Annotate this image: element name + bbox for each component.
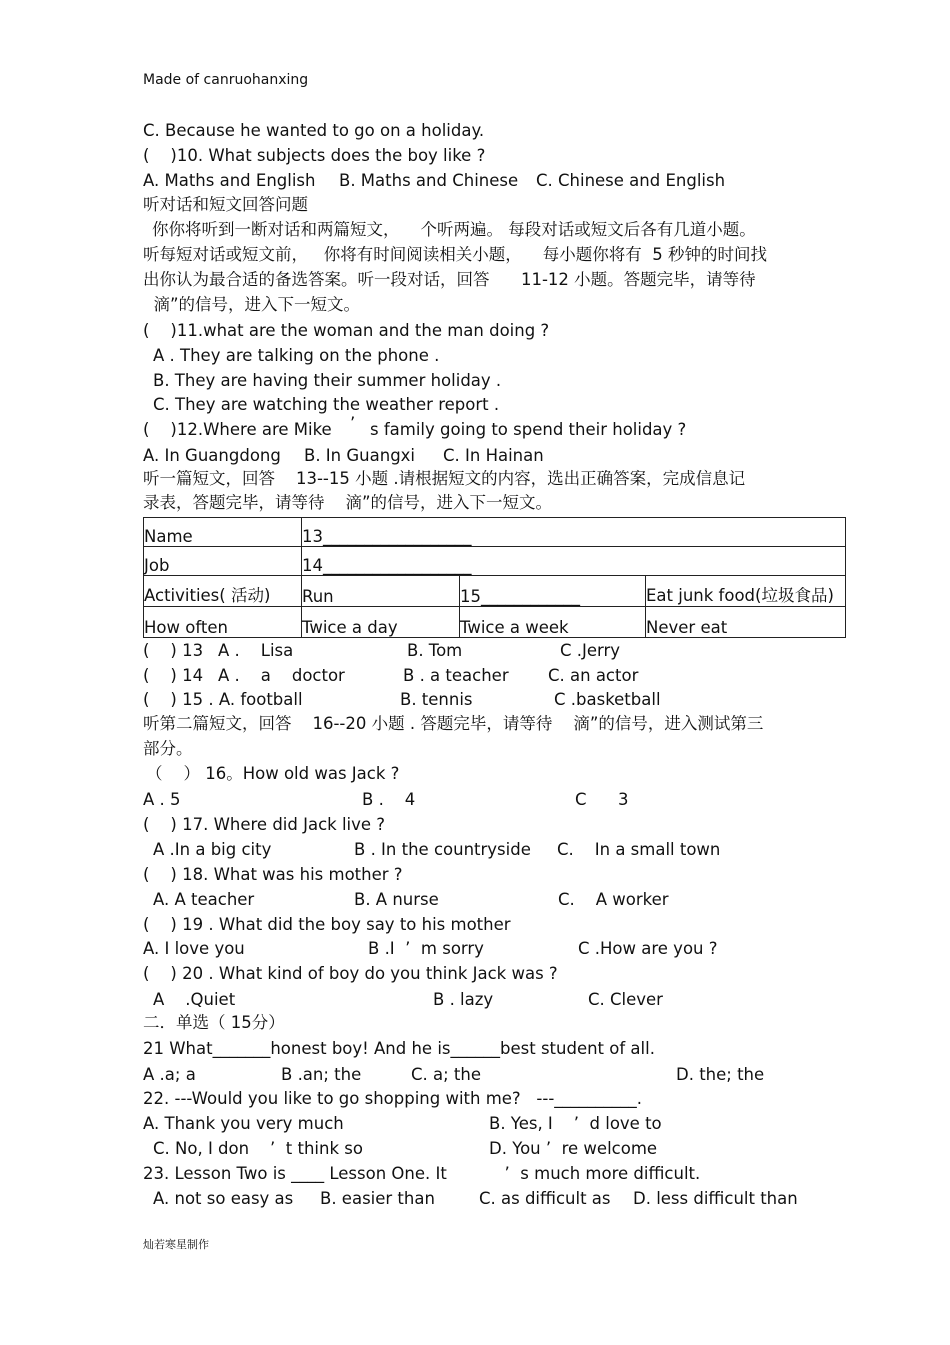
table-cell-answer-14: 14__________________	[302, 547, 846, 576]
q18-option-b: B. A nurse	[354, 890, 439, 909]
info-record-table	[143, 517, 846, 638]
q12-apostrophe: ’	[350, 414, 356, 433]
q12-option-b: B. In Guangxi	[304, 446, 416, 465]
table-cell-answer-15: 15____________	[460, 576, 646, 607]
q23-option-b: B. easier than	[320, 1189, 435, 1208]
q13-option-a: A . Lisa	[218, 641, 294, 660]
q23-option-d: D. less difficult than	[633, 1189, 798, 1208]
q14-option-c: C. an actor	[548, 666, 639, 685]
q13-stem: ( ) 13	[143, 641, 204, 660]
q23-stem: 23. Lesson Two is ____ Lesson One. It ’ s much more difficult.	[143, 1164, 701, 1183]
q18-option-a: A. A teacher	[153, 890, 255, 909]
q11-option-c: C. They are watching the weather report .	[153, 395, 500, 414]
section-heading-single-choice: 二．单选（ 15分）	[143, 1013, 285, 1032]
q17-option-b: B . In the countryside	[354, 840, 531, 859]
q22-option-d: D. You ’ re welcome	[489, 1139, 658, 1158]
table-cell-label: Job	[144, 547, 302, 576]
q14-option-b: B . a teacher	[403, 666, 509, 685]
q10-option-a: A. Maths and English	[143, 171, 316, 190]
q14-stem: ( ) 14	[143, 666, 204, 685]
q12-option-a: A. In Guangdong	[143, 446, 281, 465]
q23-option-a: A. not so easy as	[153, 1189, 294, 1208]
table-row	[144, 547, 846, 576]
q18-stem: ( ) 18. What was his mother ?	[143, 865, 403, 884]
table-row	[144, 518, 846, 547]
q22-option-a: A. Thank you very much	[143, 1114, 344, 1133]
instructions-line-3: 出你认为最合适的备选答案。听一段对话，回答 11-12 小题。答题完毕，请等待	[143, 270, 756, 289]
q15-option-b: B. tennis	[400, 690, 473, 709]
q10-stem: ( )10. What subjects does the boy like ?	[143, 146, 486, 165]
table-cell: Twice a week	[460, 607, 646, 638]
table-row	[144, 576, 846, 607]
table-cell: Eat junk food(垃圾食品)	[646, 576, 846, 607]
q15-option-c: C .basketball	[554, 690, 661, 709]
q16-option-a: A . 5	[143, 790, 181, 809]
table-cell-label: How often	[144, 607, 302, 638]
q13-option-b: B. Tom	[407, 641, 463, 660]
q20-option-c: C. Clever	[588, 990, 663, 1009]
q21-option-b: B .an; the	[281, 1065, 362, 1084]
q19-option-c: C .How are you ?	[578, 939, 718, 958]
q21-stem: 21 What_______honest boy! And he is______best student of all.	[143, 1039, 655, 1058]
table-row	[144, 607, 846, 638]
q12-stem-b: s family going to spend their holiday ?	[370, 420, 687, 439]
table-cell-answer-13: 13__________________	[302, 518, 846, 547]
q19-stem: ( ) 19 . What did the boy say to his mother	[143, 915, 511, 934]
instructions-line-1: 你你将听到一断对话和两篇短文， 个听两遍。 每段对话或短文后各有几道小题。	[152, 220, 756, 239]
section-heading-listening: 听对话和短文回答问题	[143, 195, 308, 214]
q10-option-b: B. Maths and Chinese	[339, 171, 519, 190]
passage1-instructions-2: 录表，答题完毕，请等待 滴”的信号，进入下一短文。	[143, 493, 553, 512]
q17-stem: ( ) 17. Where did Jack live ?	[143, 815, 386, 834]
q19-option-b: B .I ’ m sorry	[368, 939, 484, 958]
table-cell: Never eat	[646, 607, 846, 638]
q17-option-c: C. In a small town	[557, 840, 721, 859]
q10-option-c: C. Chinese and English	[536, 171, 726, 190]
q14-option-a: A . a doctor	[218, 666, 345, 685]
q17-option-a: A .In a big city	[153, 840, 272, 859]
q21-option-c: C. a; the	[411, 1065, 482, 1084]
q16-option-c: C 3	[575, 790, 629, 809]
q21-option-d: D. the; the	[676, 1065, 765, 1084]
q21-option-a: A .a; a	[143, 1065, 196, 1084]
q20-option-b: B . lazy	[433, 990, 494, 1009]
table-cell: Run	[302, 576, 460, 607]
q9-option-c: C. Because he wanted to go on a holiday.	[143, 121, 485, 140]
instructions-line-2: 听每短对话或短文前， 你将有时间阅读相关小题， 每小题你将有 5 秒钟的时间找	[143, 245, 767, 264]
page-header: Made of canruohanxing	[143, 72, 309, 88]
q23-option-c: C. as difficult as	[479, 1189, 611, 1208]
q22-option-b: B. Yes, I ’ d love to	[489, 1114, 662, 1133]
instructions-line-4: 滴”的信号，进入下一短文。	[143, 295, 361, 314]
q20-option-a: A .Quiet	[153, 990, 236, 1009]
q11-stem: ( )11.what are the woman and the man doing ?	[143, 321, 550, 340]
passage2-instructions-1: 听第二篇短文，回答 16--20 小题 . 答题完毕，请等待 滴”的信号，进入测试第三	[143, 714, 764, 733]
q19-option-a: A. I love you	[143, 939, 245, 958]
q16-stem: （ ） 16。How old was Jack ?	[146, 764, 400, 783]
q22-stem: 22. ---Would you like to go shopping with me? ---__________.	[143, 1089, 643, 1108]
q15-stem: ( ) 15 . A. football	[143, 690, 303, 709]
q22-option-c: C. No, I don ’ t think so	[153, 1139, 363, 1158]
passage1-instructions-1: 听一篇短文，回答 13--15 小题 .请根据短文的内容，选出正确答案，完成信息记	[143, 469, 746, 488]
page-footer: 灿若寒星制作	[143, 1238, 209, 1251]
passage2-instructions-2: 部分。	[143, 739, 193, 758]
table-cell-label: Name	[144, 518, 302, 547]
q20-stem: ( ) 20 . What kind of boy do you think Jack was ?	[143, 964, 558, 983]
q11-option-a: A . They are talking on the phone .	[153, 346, 440, 365]
q16-option-b: B . 4	[362, 790, 416, 809]
table-cell-label: Activities( 活动)	[144, 576, 302, 607]
q12-stem-a: ( )12.Where are Mike	[143, 420, 332, 439]
table-cell: Twice a day	[302, 607, 460, 638]
q18-option-c: C. A worker	[558, 890, 669, 909]
q12-option-c: C. In Hainan	[443, 446, 544, 465]
q13-option-c: C .Jerry	[560, 641, 621, 660]
q11-option-b: B. They are having their summer holiday .	[153, 371, 502, 390]
